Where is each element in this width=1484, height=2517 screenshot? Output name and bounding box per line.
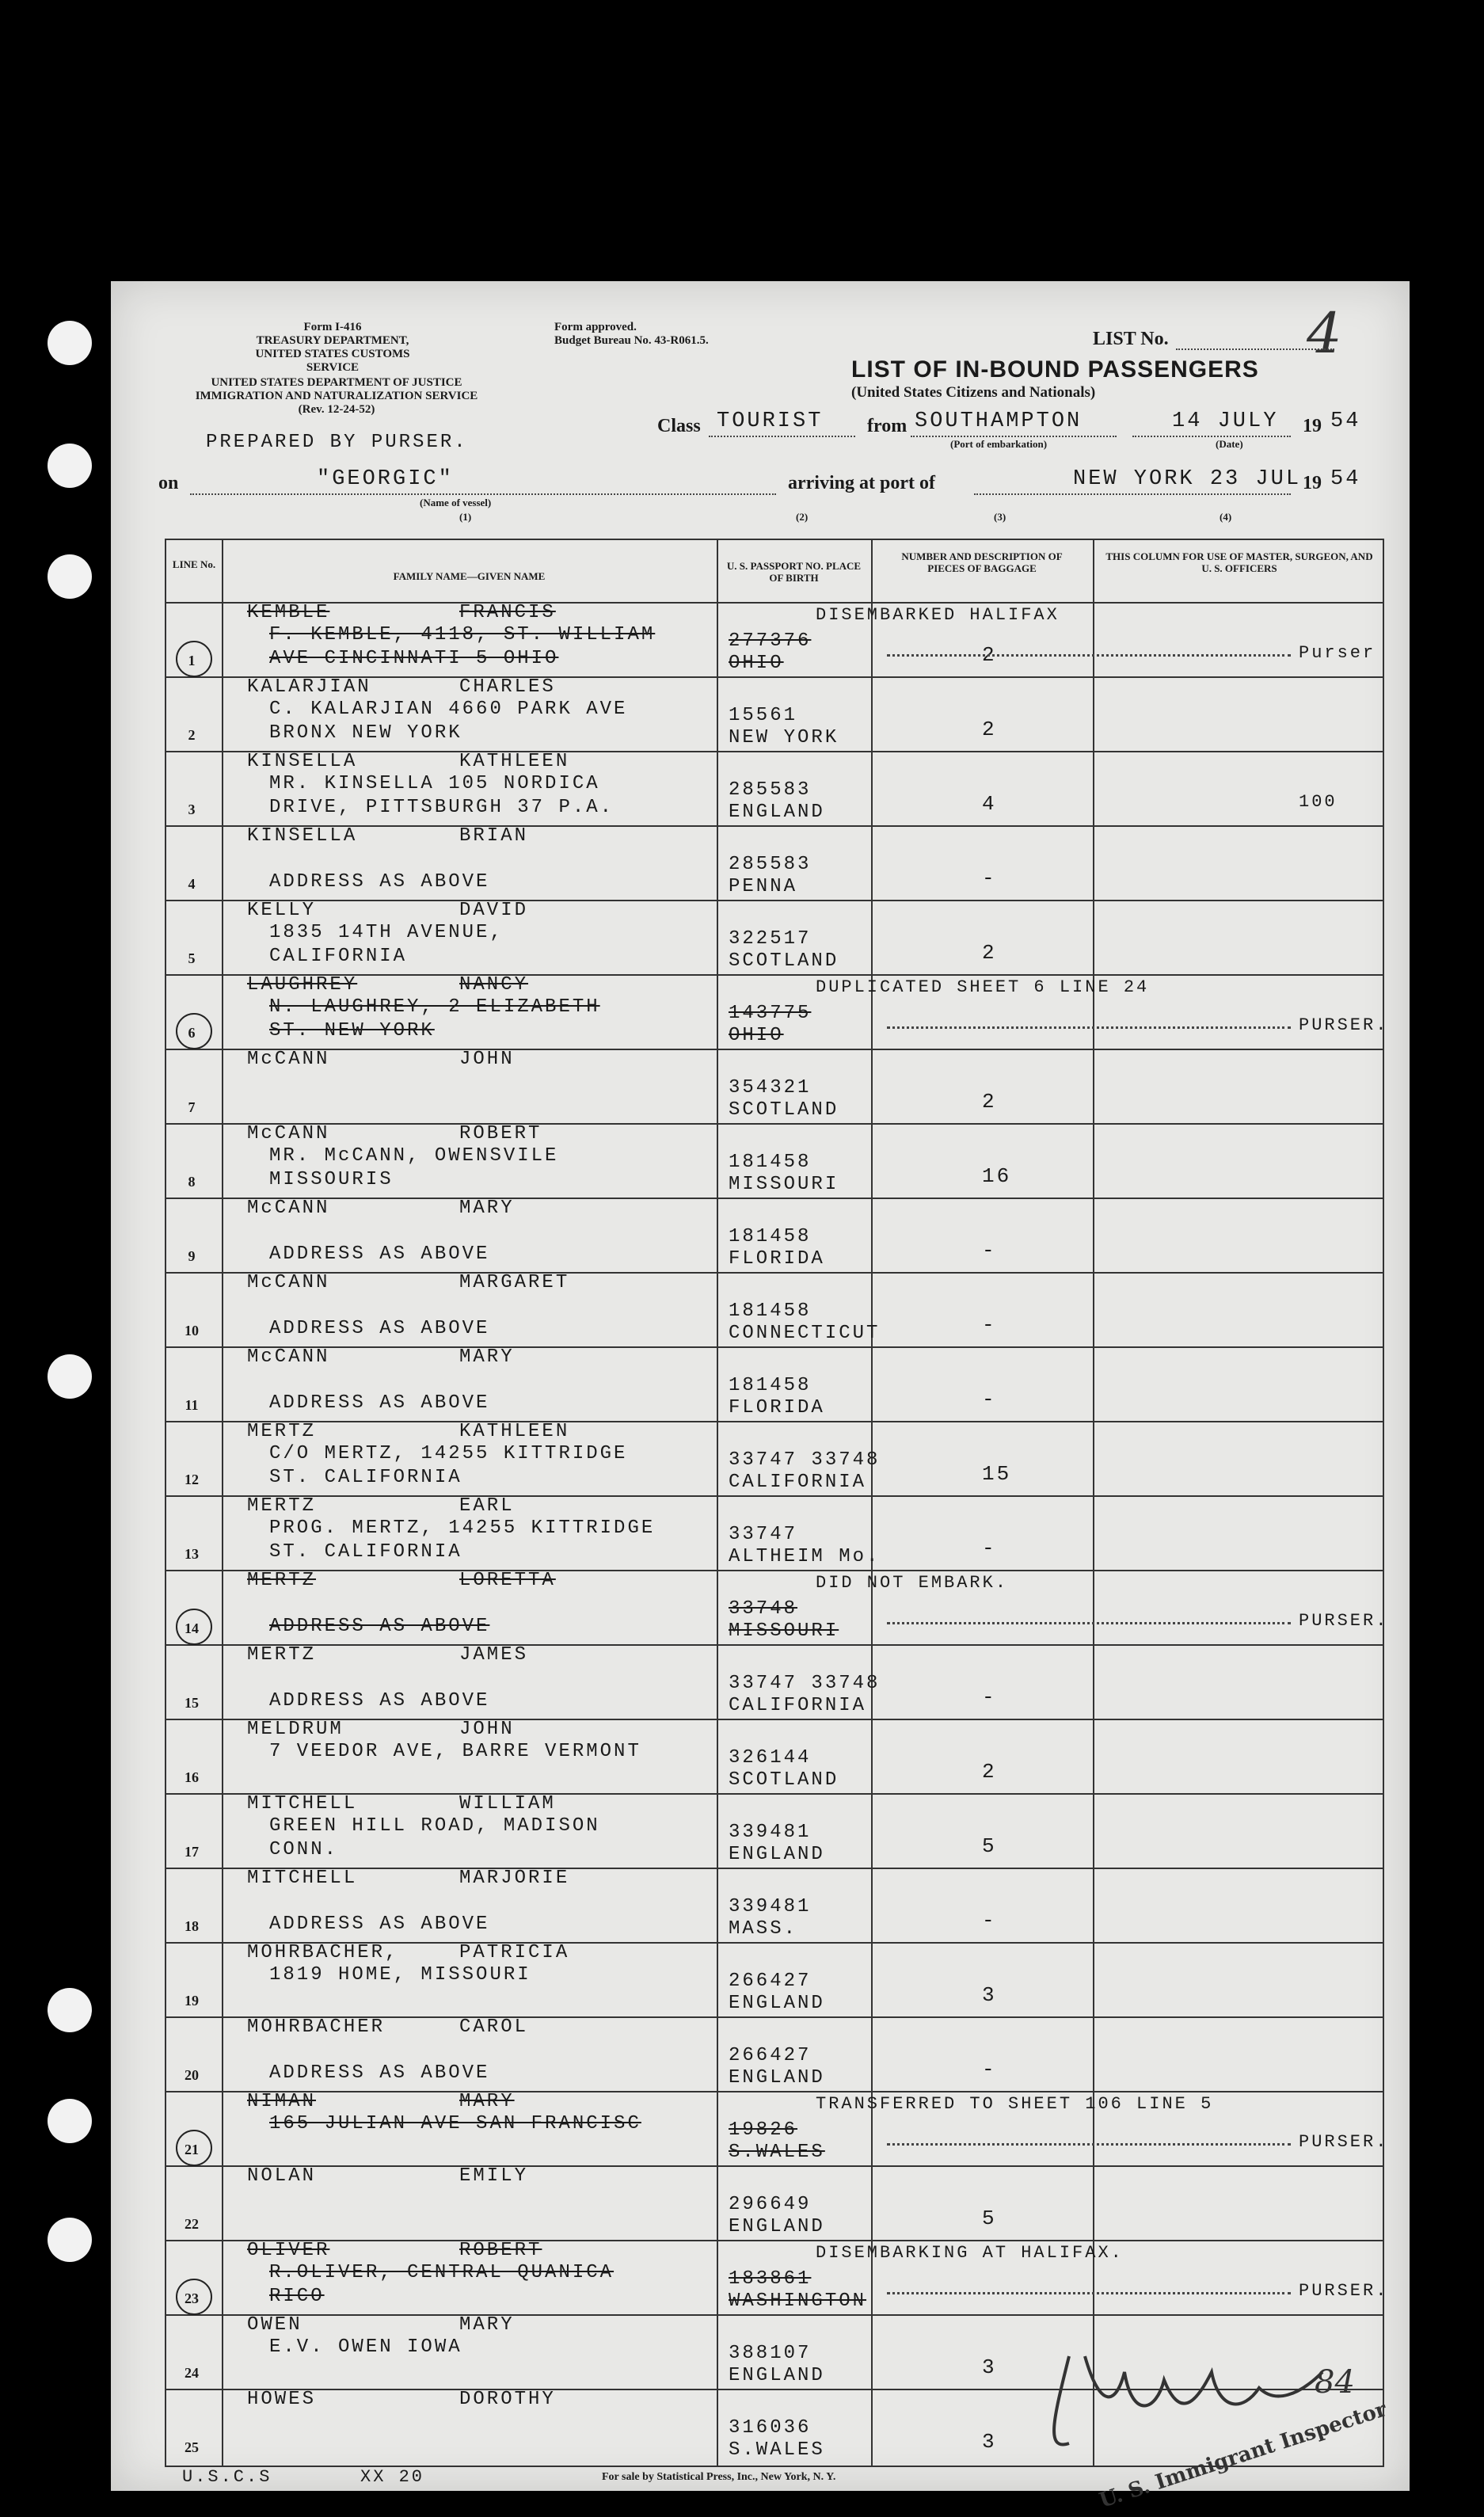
place-of-birth: PENNA <box>729 876 798 897</box>
place-of-birth: ENGLAND <box>729 1993 825 2014</box>
place-of-birth: ENGLAND <box>729 2067 825 2089</box>
address-line-2: ST. CALIFORNIA <box>269 1467 462 1488</box>
officer-note: PURSER. <box>1299 1611 1389 1631</box>
address-line-2: ADDRESS AS ABOVE <box>269 871 490 893</box>
page-subtitle: (United States Citizens and Nationals) <box>851 384 1096 401</box>
line-number: 9 <box>188 1248 196 1264</box>
baggage-count: - <box>982 1909 997 1932</box>
table-row <box>111 1198 1410 1272</box>
from-line <box>911 436 1117 437</box>
address-line-1: MR. KINSELLA 105 NORDICA <box>269 773 600 794</box>
line-circle <box>176 1609 212 1645</box>
address-line-2: CONN. <box>269 1839 339 1860</box>
passport-number: 181458 <box>729 1300 812 1322</box>
passport-number: 354321 <box>729 1077 812 1099</box>
place-of-birth: ENGLAND <box>729 2365 825 2386</box>
from-label: from <box>867 416 908 436</box>
form-approval <box>554 321 709 348</box>
family-name: KEMBLE <box>247 602 330 623</box>
budget-label: Budget Bureau No. 43-R061.5. <box>554 334 709 347</box>
place-of-birth: FLORIDA <box>729 1397 825 1418</box>
address-line-1: R.OLIVER, CENTRAL QUANICA <box>269 2262 615 2283</box>
place-of-birth: SCOTLAND <box>729 950 839 972</box>
family-name: McCANN <box>247 1049 330 1070</box>
baggage-count: - <box>982 2058 997 2081</box>
given-name: EMILY <box>459 2165 529 2187</box>
place-of-birth: NEW YORK <box>729 727 839 748</box>
place-of-birth: WASHINGTON <box>729 2290 867 2312</box>
purser-dotted-line <box>887 2143 1291 2146</box>
baggage-count: - <box>982 1536 997 1560</box>
baggage-count: 16 <box>982 1164 1012 1188</box>
place-of-birth: ENGLAND <box>729 2216 825 2237</box>
table-row <box>111 602 1410 676</box>
vessel-name: "GEORGIC" <box>317 467 454 491</box>
date-year-prefix: 19 <box>1303 416 1322 436</box>
col-header-name: FAMILY NAME—GIVEN NAME <box>393 570 546 582</box>
line-number: 21 <box>185 2142 199 2157</box>
from-value: SOUTHAMPTON <box>915 409 1083 433</box>
passport-number: 33747 <box>729 1524 798 1545</box>
col-header-passport: U. S. PASSPORT NO. PLACE OF BIRTH <box>726 560 862 584</box>
given-name: ROBERT <box>459 1123 542 1144</box>
row-note: DISEMBARKING AT HALIFAX. <box>816 2243 1124 2263</box>
address-line-1: 1835 14TH AVENUE, <box>269 922 504 943</box>
passport-number: 181458 <box>729 1226 812 1247</box>
address-line-1: 1819 HOME, MISSOURI <box>269 1964 531 1986</box>
line-number: 5 <box>188 950 196 966</box>
table-row <box>111 1719 1410 1793</box>
given-name: JOHN <box>459 1049 515 1070</box>
place-of-birth: OHIO <box>729 1025 784 1046</box>
line-number: 1 <box>188 653 196 668</box>
given-name: NANCY <box>459 974 529 996</box>
table-row <box>111 825 1410 900</box>
family-name: MOHRBACHER <box>247 2016 386 2038</box>
passport-number: 266427 <box>729 2045 812 2066</box>
place-of-birth: CONNECTICUT <box>729 1323 881 1344</box>
given-name: PATRICIA <box>459 1942 570 1963</box>
place-of-birth: MASS. <box>729 1918 798 1940</box>
table-row <box>111 751 1410 825</box>
baggage-count: 15 <box>982 1462 1012 1486</box>
date-line <box>1132 436 1291 437</box>
row-note: DUPLICATED SHEET 6 LINE 24 <box>816 977 1150 997</box>
family-name: MITCHELL <box>247 1868 358 1889</box>
line-circle <box>176 2279 212 2315</box>
date-caption: (Date) <box>1216 438 1243 450</box>
line-number: 16 <box>185 1769 199 1785</box>
table-row <box>111 2165 1410 2240</box>
baggage-count: 2 <box>982 1760 997 1784</box>
table-row <box>111 1049 1410 1123</box>
given-name: MARY <box>459 2091 515 2112</box>
table-row <box>111 900 1410 974</box>
address-line-2: ADDRESS AS ABOVE <box>269 1243 490 1265</box>
class-value: TOURIST <box>717 409 824 433</box>
table-row <box>111 1868 1410 1942</box>
address-line-2: ST. NEW YORK <box>269 1020 435 1041</box>
treasury-label: TREASURY DEPARTMENT, <box>256 334 409 347</box>
place-of-birth: S.WALES <box>729 2142 825 2163</box>
baggage-count: - <box>982 1239 997 1262</box>
footer-code: XX 20 <box>360 2467 425 2487</box>
family-name: KINSELLA <box>247 751 358 772</box>
passport-number: 33748 <box>729 1598 798 1620</box>
passport-number: 285583 <box>729 779 812 801</box>
row-note: TRANSFERRED TO SHEET 106 LINE 5 <box>816 2094 1214 2114</box>
family-name: OWEN <box>247 2314 303 2336</box>
table-row <box>111 1793 1410 1868</box>
place-of-birth: ENGLAND <box>729 1844 825 1865</box>
place-of-birth: CALIFORNIA <box>729 1472 867 1493</box>
family-name: MERTZ <box>247 1421 317 1442</box>
arriving-value: NEW YORK 23 JUL <box>1073 467 1302 491</box>
given-name: KATHLEEN <box>459 751 570 772</box>
baggage-count: - <box>982 1388 997 1411</box>
table-row <box>111 1123 1410 1198</box>
line-number: 14 <box>185 1620 199 1636</box>
officer-note: Purser <box>1299 643 1376 663</box>
purser-dotted-line <box>887 654 1291 657</box>
given-name: JAMES <box>459 1644 529 1666</box>
given-name: WILLIAM <box>459 1793 556 1814</box>
address-line-1: PROG. MERTZ, 14255 KITTRIDGE <box>269 1517 656 1539</box>
line-number: 2 <box>188 727 196 743</box>
address-line-1: 165 JULIAN AVE SAN FRANCISC <box>269 2113 641 2134</box>
baggage-count: 2 <box>982 643 997 667</box>
officer-note: 100 <box>1299 792 1338 812</box>
binder-hole <box>48 2218 92 2262</box>
family-name: OLIVER <box>247 2240 330 2261</box>
passport-number: 15561 <box>729 705 798 726</box>
list-no-value: 4 <box>1307 301 1342 366</box>
place-of-birth: MISSOURI <box>729 1620 839 1642</box>
given-name: MARGARET <box>459 1272 570 1293</box>
form-number: Form I-416 <box>303 321 362 333</box>
baggage-count: 2 <box>982 1090 997 1114</box>
passport-number: 181458 <box>729 1152 812 1173</box>
vessel-caption: (Name of vessel) <box>420 497 492 508</box>
address-line-1: C/O MERTZ, 14255 KITTRIDGE <box>269 1443 628 1464</box>
class-label: Class <box>657 416 701 436</box>
baggage-count: 5 <box>982 1834 997 1858</box>
table-row <box>111 1421 1410 1495</box>
passport-number: 19826 <box>729 2119 798 2141</box>
table-row <box>111 2091 1410 2165</box>
page-title: LIST OF IN-BOUND PASSENGERS <box>851 356 1259 383</box>
line-number: 7 <box>188 1099 196 1115</box>
passport-number: 181458 <box>729 1375 812 1396</box>
line-number: 6 <box>188 1025 196 1041</box>
line-number: 22 <box>185 2216 199 2232</box>
given-name: KATHLEEN <box>459 1421 570 1442</box>
line-number: 3 <box>188 802 196 817</box>
baggage-count: 3 <box>982 2355 997 2379</box>
arriving-year-suffix: 54 <box>1330 467 1361 491</box>
address-line-2: ADDRESS AS ABOVE <box>269 1616 490 1637</box>
given-name: JOHN <box>459 1719 515 1740</box>
given-name: ROBERT <box>459 2240 542 2261</box>
passport-number: 143775 <box>729 1003 812 1024</box>
officer-note: PURSER. <box>1299 2132 1389 2152</box>
table-row <box>111 2016 1410 2091</box>
baggage-count: 3 <box>982 2430 997 2454</box>
line-number: 17 <box>185 1844 199 1860</box>
table-row <box>111 676 1410 751</box>
given-name: FRANCIS <box>459 602 556 623</box>
given-name: MARY <box>459 2314 515 2336</box>
passport-number: 339481 <box>729 1896 812 1917</box>
binder-hole <box>48 554 92 599</box>
baggage-count: - <box>982 866 997 890</box>
address-line-1: GREEN HILL ROAD, MADISON <box>269 1815 600 1837</box>
footer-left: U.S.C.S <box>182 2467 272 2487</box>
place-of-birth: CALIFORNIA <box>729 1695 867 1716</box>
port-caption: (Port of embarkation) <box>950 438 1048 450</box>
form-header-left <box>245 321 420 375</box>
place-of-birth: MISSOURI <box>729 1174 839 1195</box>
given-name: EARL <box>459 1495 515 1517</box>
passport-number: 296649 <box>729 2194 812 2215</box>
line-number: 24 <box>185 2365 199 2381</box>
line-number: 20 <box>185 2067 199 2083</box>
line-circle <box>176 1013 212 1049</box>
baggage-count: 5 <box>982 2207 997 2230</box>
baggage-count: 3 <box>982 1983 997 2007</box>
line-number: 15 <box>185 1695 199 1711</box>
line-number: 8 <box>188 1174 196 1190</box>
line-number: 18 <box>185 1918 199 1934</box>
family-name: McCANN <box>247 1198 330 1219</box>
family-name: KINSELLA <box>247 825 358 847</box>
given-name: DAVID <box>459 900 529 921</box>
inspector-signature <box>1037 2325 1338 2467</box>
address-line-1: 7 VEEDOR AVE, BARRE VERMONT <box>269 1741 641 1762</box>
family-name: KELLY <box>247 900 317 921</box>
binder-hole <box>48 321 92 365</box>
col-caption-4: (4) <box>1220 511 1232 523</box>
inspector-stamp: U. S. Immigrant Inspector <box>1096 2397 1390 2513</box>
given-name: CAROL <box>459 2016 529 2038</box>
passport-number: 316036 <box>729 2417 812 2439</box>
table-row <box>111 1644 1410 1719</box>
line-number: 19 <box>185 1993 199 2009</box>
address-line-2: AVE CINCINNATI 5 OHIO <box>269 648 559 669</box>
passport-number: 339481 <box>729 1822 812 1843</box>
baggage-count: - <box>982 1313 997 1337</box>
address-line-1: MR. McCANN, OWENSVILE <box>269 1145 559 1167</box>
address-line-2: ADDRESS AS ABOVE <box>269 1690 490 1712</box>
family-name: NOLAN <box>247 2165 317 2187</box>
baggage-count: 4 <box>982 792 997 816</box>
address-line-2: RICO <box>269 2286 325 2307</box>
passport-number: 266427 <box>729 1971 812 1992</box>
place-of-birth: SCOTLAND <box>729 1769 839 1791</box>
family-name: MERTZ <box>247 1570 317 1591</box>
line-number: 10 <box>185 1323 199 1338</box>
rev-label: (Rev. 12-24-52) <box>298 403 375 416</box>
family-name: KALARJIAN <box>247 676 371 698</box>
given-name: LORETTA <box>459 1570 556 1591</box>
table-row <box>111 1495 1410 1570</box>
address-line-2: ADDRESS AS ABOVE <box>269 1913 490 1935</box>
binder-hole <box>48 1354 92 1399</box>
baggage-count: 2 <box>982 941 997 965</box>
purser-dotted-line <box>887 1026 1291 1029</box>
customs-label: UNITED STATES CUSTOMS SERVICE <box>255 348 410 374</box>
table-row <box>111 1346 1410 1421</box>
officer-note: PURSER. <box>1299 1015 1389 1035</box>
given-name: MARJORIE <box>459 1868 570 1889</box>
purser-dotted-line <box>887 2292 1291 2294</box>
prepared-by: PREPARED BY PURSER. <box>206 432 468 453</box>
line-number: 25 <box>185 2439 199 2455</box>
arriving-line <box>974 493 1291 495</box>
line-number: 13 <box>185 1546 199 1562</box>
address-line-2: ADDRESS AS ABOVE <box>269 1392 490 1414</box>
family-name: MERTZ <box>247 1644 317 1666</box>
row-note: DID NOT EMBARK. <box>816 1573 1009 1593</box>
place-of-birth: ENGLAND <box>729 802 825 823</box>
address-line-1: C. KALARJIAN 4660 PARK AVE <box>269 699 628 720</box>
table-row <box>111 1942 1410 2016</box>
family-name: McCANN <box>247 1272 330 1293</box>
date-day: 14 JULY <box>1172 409 1279 433</box>
passport-number: 183861 <box>729 2268 812 2290</box>
given-name: BRIAN <box>459 825 529 847</box>
family-name: HOWES <box>247 2389 317 2410</box>
binder-hole <box>48 1988 92 2032</box>
family-name: LAUGHREY <box>247 974 358 996</box>
place-of-birth: OHIO <box>729 653 784 674</box>
given-name: DOROTHY <box>459 2389 556 2410</box>
place-of-birth: SCOTLAND <box>729 1099 839 1121</box>
place-of-birth: S.WALES <box>729 2439 825 2461</box>
on-label: on <box>158 473 179 493</box>
passport-number: 322517 <box>729 928 812 950</box>
line-circle <box>176 641 212 677</box>
list-no-label: LIST No. <box>1093 329 1169 349</box>
family-name: McCANN <box>247 1346 330 1368</box>
binder-hole <box>48 2099 92 2143</box>
family-name: McCANN <box>247 1123 330 1144</box>
col-caption-1: (1) <box>459 511 472 523</box>
address-line-1: E.V. OWEN IOWA <box>269 2336 462 2358</box>
purser-dotted-line <box>887 1622 1291 1624</box>
binder-hole <box>48 444 92 488</box>
table-row <box>111 1570 1410 1644</box>
given-name: MARY <box>459 1198 515 1219</box>
address-line-2: CALIFORNIA <box>269 946 408 967</box>
passport-number: 326144 <box>729 1747 812 1769</box>
col-header-line: LINE No. <box>172 558 216 570</box>
family-name: MELDRUM <box>247 1719 344 1740</box>
col-header-use: THIS COLUMN FOR USE OF MASTER, SURGEON, AND U. S. OFFICERS <box>1105 550 1373 574</box>
given-name: MARY <box>459 1346 515 1368</box>
family-name: MERTZ <box>247 1495 317 1517</box>
list-no-line <box>1176 348 1334 350</box>
vessel-line <box>190 493 776 495</box>
place-of-birth: FLORIDA <box>729 1248 825 1270</box>
ins-label: IMMIGRATION AND NATURALIZATION SERVICE <box>195 390 478 402</box>
passport-number: 33747 33748 <box>729 1673 881 1694</box>
address-line-2: ADDRESS AS ABOVE <box>269 2062 490 2084</box>
line-number: 12 <box>185 1472 199 1487</box>
arriving-label: arriving at port of <box>788 473 935 493</box>
address-line-2: ST. CALIFORNIA <box>269 1541 462 1563</box>
address-line-2: DRIVE, PITTSBURGH 37 P.A. <box>269 797 615 818</box>
table-row <box>111 2240 1410 2314</box>
approved-label: Form approved. <box>554 321 637 333</box>
table-row <box>111 974 1410 1049</box>
form-header-justice <box>170 376 503 417</box>
passport-number: 33747 33748 <box>729 1449 881 1471</box>
passport-number: 388107 <box>729 2343 812 2364</box>
address-line-1: N. LAUGHREY, 2 ELIZABETH <box>269 996 600 1018</box>
row-note: DISEMBARKED HALIFAX <box>816 605 1060 625</box>
address-line-1: F. KEMBLE, 4118, ST. WILLIAM <box>269 624 656 645</box>
justice-label: UNITED STATES DEPARTMENT OF JUSTICE <box>211 376 462 389</box>
line-number: 4 <box>188 876 196 892</box>
manifest-sheet <box>111 281 1410 2513</box>
place-of-birth: ALTHEIM Mo. <box>729 1546 881 1567</box>
baggage-count: 2 <box>982 718 997 741</box>
printer-credit: For sale by Statistical Press, Inc., New York, N. Y. <box>602 2471 836 2483</box>
line-number: 23 <box>185 2290 199 2306</box>
passport-number: 285583 <box>729 854 812 875</box>
date-year-suffix: 54 <box>1330 409 1361 433</box>
address-line-2: MISSOURIS <box>269 1169 394 1190</box>
col-caption-3: (3) <box>994 511 1006 523</box>
arriving-year-prefix: 19 <box>1303 473 1322 493</box>
class-line <box>709 436 855 437</box>
family-name: MITCHELL <box>247 1793 358 1814</box>
line-number: 11 <box>185 1397 199 1413</box>
officer-note: PURSER. <box>1299 2281 1389 2301</box>
table-row <box>111 1272 1410 1346</box>
address-line-2: BRONX NEW YORK <box>269 722 462 744</box>
col-caption-2: (2) <box>796 511 809 523</box>
family-name: MOHRBACHER, <box>247 1942 399 1963</box>
line-circle <box>176 2130 212 2166</box>
given-name: CHARLES <box>459 676 556 698</box>
baggage-count: - <box>982 1685 997 1709</box>
family-name: NIMAN <box>247 2091 317 2112</box>
address-line-2: ADDRESS AS ABOVE <box>269 1318 490 1339</box>
inspector-count: 84 <box>1315 2364 1355 2401</box>
col-header-baggage: NUMBER AND DESCRIPTION OF PIECES OF BAGGAGE <box>901 550 1063 574</box>
passport-number: 277376 <box>729 630 812 652</box>
